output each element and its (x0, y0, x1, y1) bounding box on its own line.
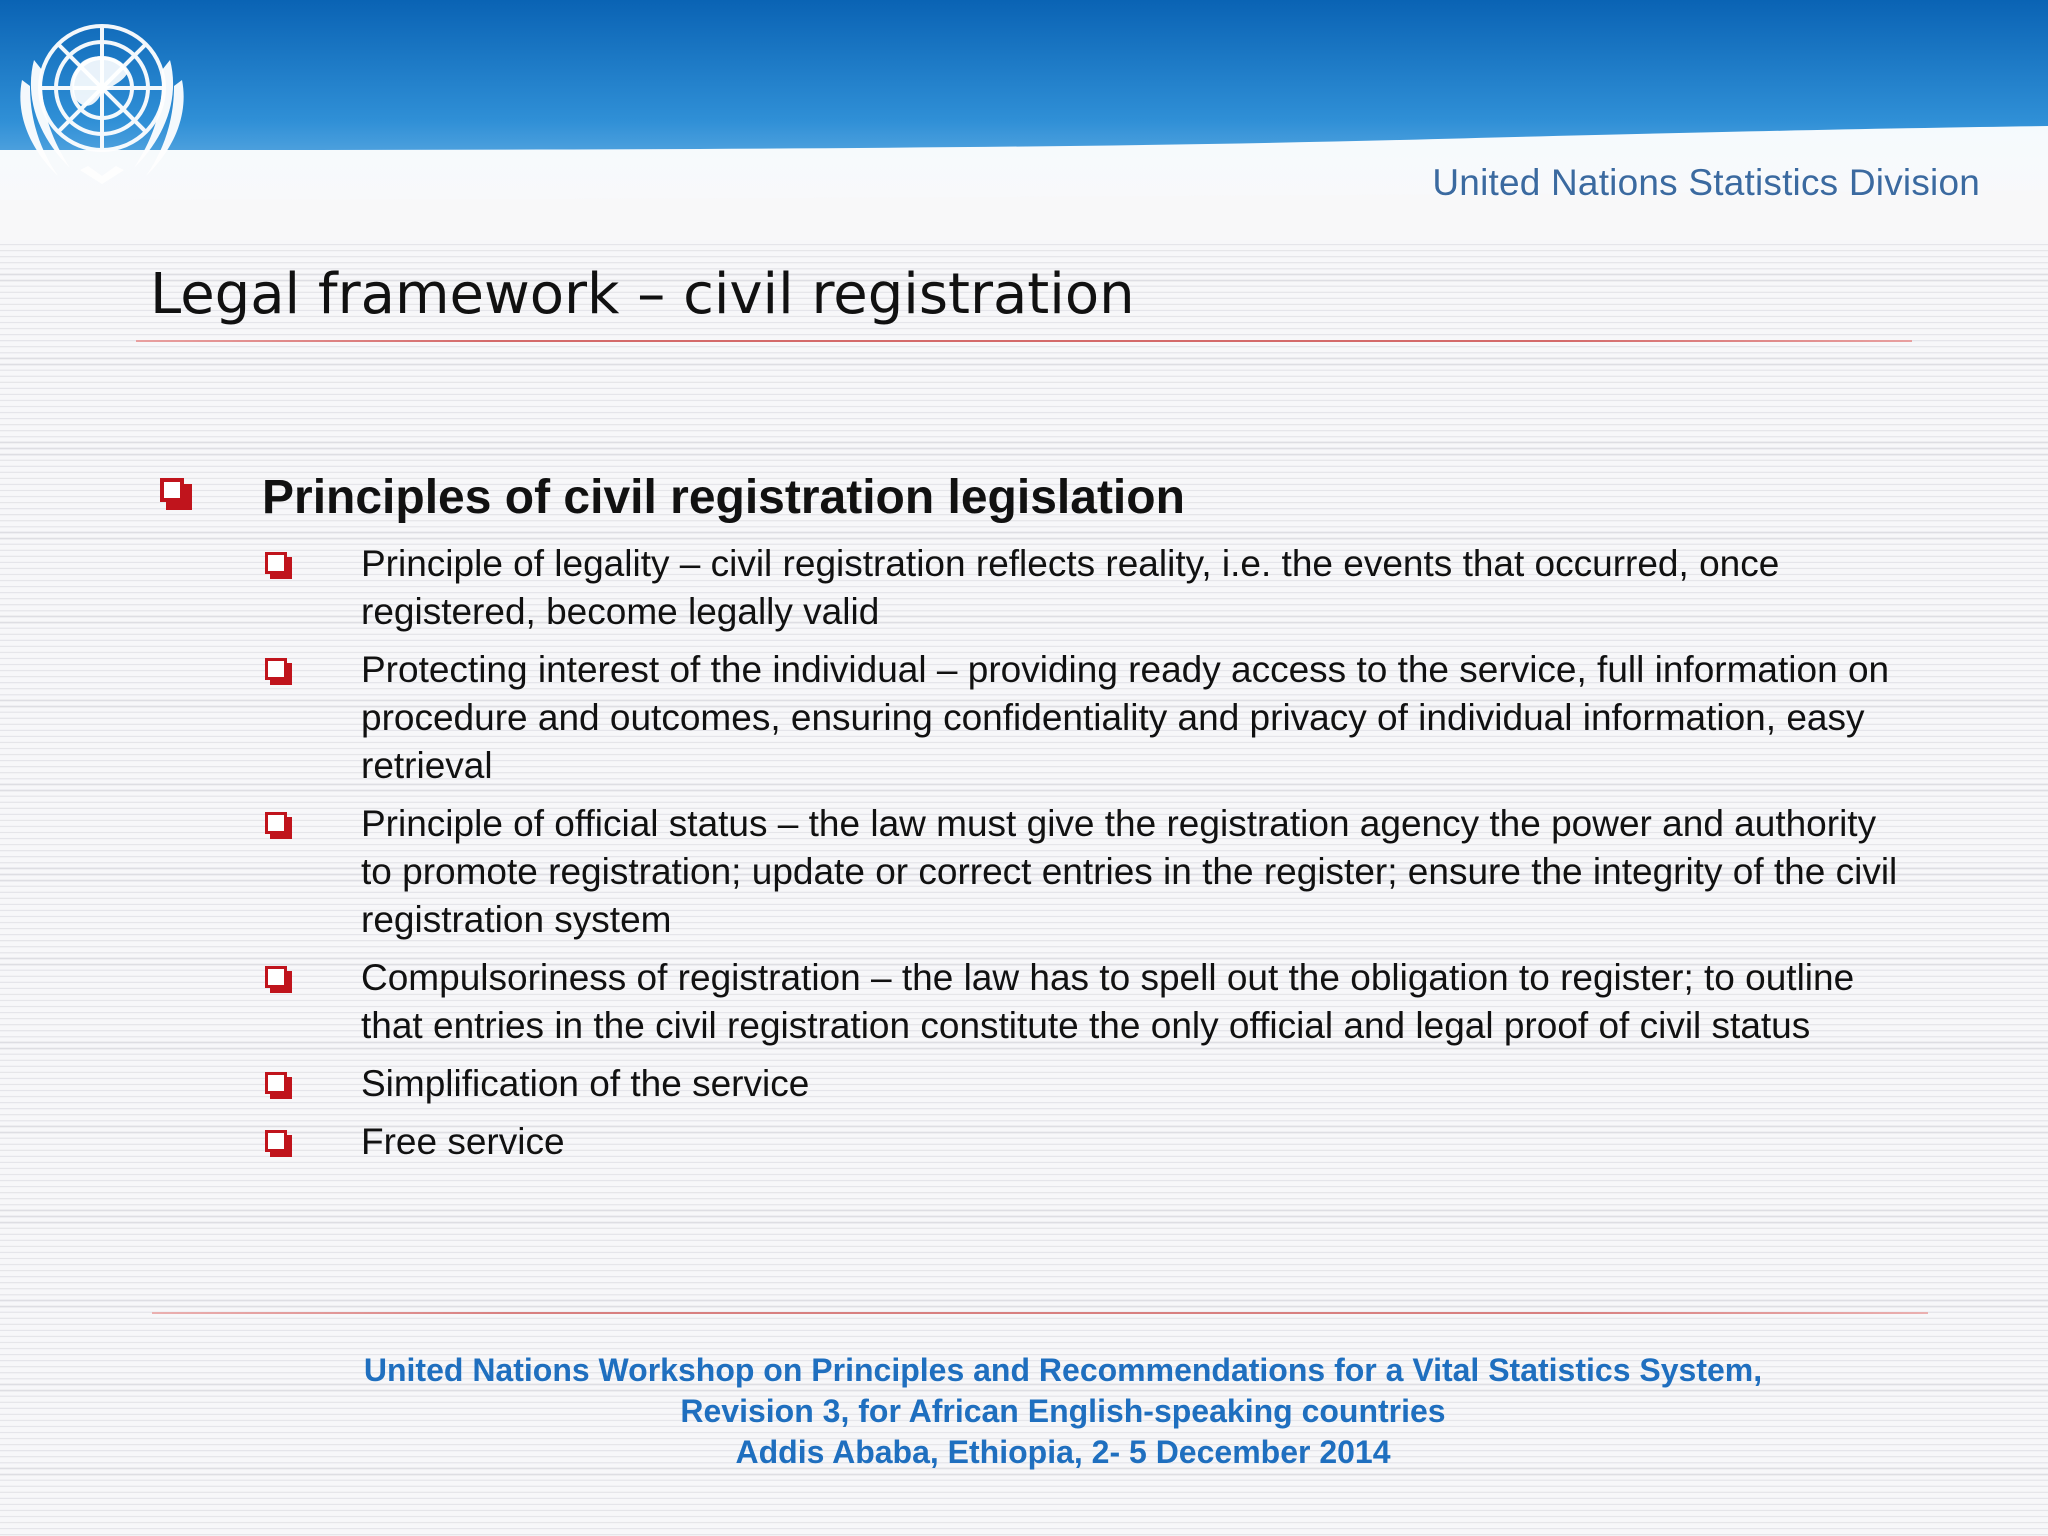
checkbox-bullet-icon (265, 658, 293, 686)
title-divider (136, 340, 1912, 342)
list-item (265, 540, 1910, 636)
list-item (265, 1060, 1910, 1108)
bullet-heading-row (150, 468, 1910, 528)
organization-name: United Nations Statistics Division (1432, 162, 1980, 203)
footer-divider (152, 1312, 1928, 1314)
footer-line-1: United Nations Workshop on Principles and Recommendations for a Vital Statistics System, (363, 1352, 1763, 1388)
list-item-text: Compulsoriness of registration – the law has to spell out the obligation to register; to outline that entries in the civil registration constitute the only official and legal proof of civil status (361, 957, 1855, 1046)
list-item (265, 646, 1910, 790)
banner-background (0, 0, 2048, 240)
list-item-text: Protecting interest of the individual – providing ready access to the service, full information on procedure and outcomes, ensuring confidentiality and privacy of individual information, easy retrieval (361, 649, 1890, 786)
list-item-text: Free service (361, 1121, 565, 1162)
list-item (265, 800, 1910, 944)
list-item-text: Principle of legality – civil registration reflects reality, i.e. the events that occurred, once registered, become legally valid (361, 543, 1780, 632)
footer-line-2: Revision 3, for African English-speaking countries (680, 1393, 1446, 1429)
slide-content (150, 468, 1910, 1176)
bullet-heading: Principles of civil registration legislation (262, 471, 1185, 524)
checkbox-bullet-icon (265, 966, 293, 994)
list-item (265, 1118, 1910, 1166)
footer-line-3: Addis Ababa, Ethiopia, 2- 5 December 2014 (735, 1434, 1391, 1470)
list-item (265, 954, 1910, 1050)
checkbox-bullet-icon (265, 812, 293, 840)
checkbox-bullet-icon (160, 478, 192, 510)
checkbox-bullet-icon (265, 1130, 293, 1158)
slide-title: Legal framework – civil registration (150, 262, 1135, 327)
header-banner (0, 0, 2048, 240)
checkbox-bullet-icon (265, 552, 293, 580)
checkbox-bullet-icon (265, 1072, 293, 1100)
list-item-text: Principle of official status – the law must give the registration agency the power and authority to promote registration; update or correct entries in the register; ensure the integrity of the civil registration system (361, 803, 1898, 940)
footer (0, 1350, 2048, 1473)
un-emblem-icon (0, 0, 204, 190)
list-item-text: Simplification of the service (361, 1063, 810, 1104)
